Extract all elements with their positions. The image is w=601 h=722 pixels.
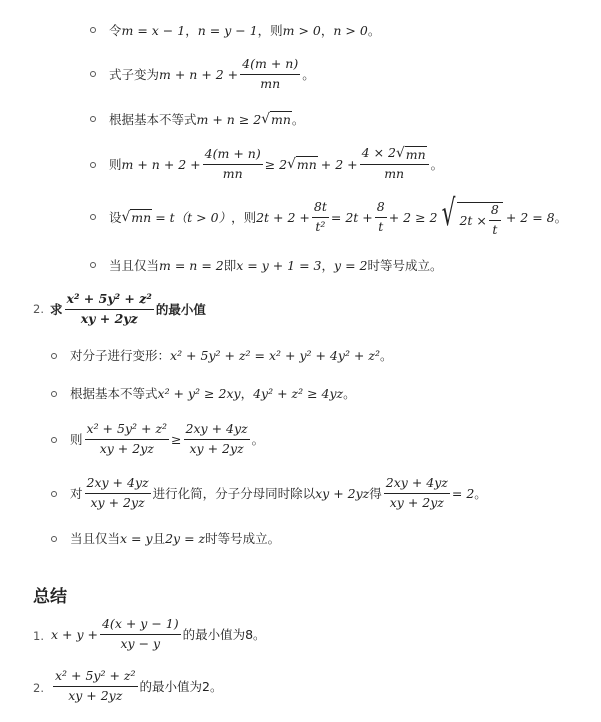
- fraction: [184, 422, 250, 456]
- sqrt: [122, 209, 153, 225]
- list-item: [109, 257, 442, 273]
- math: m + n ≥ 2: [196, 111, 262, 127]
- text-sep: ，: [320, 23, 334, 38]
- text-prefix: 当且仅当: [70, 531, 121, 546]
- denominator: xy + 2yz: [68, 687, 123, 703]
- radicand: mn: [296, 157, 317, 172]
- denominator: mn: [222, 165, 243, 181]
- sqrt-sign-icon: √: [261, 111, 270, 127]
- numerator: [360, 146, 429, 165]
- sqrt-sign-icon: √: [121, 209, 131, 225]
- math: + 2 +: [320, 156, 358, 172]
- fraction: [360, 146, 429, 181]
- denominator: xy + 2yz: [389, 494, 444, 510]
- denominator: t: [492, 221, 498, 237]
- sqrt-sign-icon: √: [287, 156, 296, 172]
- list-item: [51, 614, 266, 654]
- bullet-circle: [90, 116, 96, 122]
- math: x = y: [120, 530, 153, 546]
- text-prefix: 令: [109, 23, 122, 38]
- list-item: [109, 22, 380, 38]
- math-condition: （t > 0）: [174, 210, 232, 225]
- math: x² + 5y² + z² = x² + y² + 4y² + z²: [170, 347, 380, 363]
- text-prefix: 则: [109, 157, 122, 172]
- big-sqrt: [437, 193, 502, 237]
- fraction: [85, 422, 170, 456]
- denominator: mn: [384, 166, 405, 182]
- numerator: 8: [375, 200, 387, 217]
- list-item: [70, 347, 393, 363]
- math: ≥ 2: [264, 156, 288, 172]
- math: + 2 = 8: [505, 209, 555, 225]
- text-end: 时等号成立。: [367, 258, 443, 273]
- title-prefix: 求: [50, 302, 63, 317]
- math: 2y = z: [165, 530, 206, 546]
- denominator: t²: [315, 218, 326, 234]
- sqrt: [261, 111, 292, 127]
- numerator: 2xy + 4yz: [85, 476, 151, 493]
- text-prefix: 设: [109, 210, 122, 225]
- numerator-pre: 4 × 2: [361, 145, 396, 161]
- radicand: mn: [270, 112, 291, 127]
- math: = 2t +: [330, 209, 373, 225]
- fraction: [65, 292, 154, 326]
- bullet-circle: [51, 437, 57, 443]
- fraction: [203, 147, 263, 181]
- numerator: 4(x + y − 1): [100, 617, 181, 634]
- text-end: 。: [554, 210, 568, 225]
- text-suffix: 的最小值为8。: [182, 627, 266, 642]
- text-end: 。: [302, 67, 315, 82]
- bullet-circle: [90, 214, 96, 220]
- bullet-circle: [90, 71, 96, 77]
- list-item: [70, 420, 264, 458]
- denominator: xy + 2yz: [80, 310, 138, 326]
- math: = t: [155, 209, 175, 225]
- fraction: [375, 200, 387, 234]
- sqrt: [396, 146, 427, 162]
- bullet-circle: [51, 391, 57, 397]
- list-item: [109, 56, 315, 92]
- numerator: 2xy + 4yz: [184, 422, 250, 439]
- list-item: [109, 110, 304, 128]
- text-sep: ，则: [257, 23, 283, 38]
- text-prefix: 根据基本不等式: [70, 386, 158, 401]
- math: n > 0: [333, 22, 368, 38]
- list-item: [51, 666, 223, 706]
- numerator: x² + 5y² + z²: [85, 422, 170, 439]
- numerator: 8t: [312, 200, 329, 217]
- denominator: t: [378, 218, 384, 234]
- text-prefix: 对分子进行变形：: [70, 348, 171, 363]
- text-suffix: 的最小值为2。: [139, 679, 223, 694]
- numerator: 4(m + n): [203, 147, 263, 164]
- text-end: 。: [343, 386, 356, 401]
- math: m + n + 2 +: [159, 66, 239, 82]
- radicand: mn: [131, 210, 152, 225]
- math: x² + y² ≥ 2xy: [157, 385, 241, 401]
- text-sep: ，: [240, 386, 254, 401]
- denominator: xy + 2yz: [90, 494, 145, 510]
- section-title: [50, 289, 206, 329]
- radicand: mn: [405, 147, 426, 163]
- fraction: [312, 200, 329, 234]
- math: x = y + 1 = 3: [236, 257, 322, 273]
- numerator: 2xy + 4yz: [384, 476, 450, 493]
- list-number: 2.: [33, 302, 44, 316]
- math: y = 2: [334, 257, 368, 273]
- text-sep: ，: [321, 258, 335, 273]
- summary-heading: 总结: [33, 587, 67, 607]
- fraction: [100, 617, 181, 651]
- text-end: 。: [474, 486, 487, 501]
- math: xy + 2yz: [315, 485, 370, 501]
- fraction: [53, 669, 138, 703]
- math: + 2 ≥ 2: [388, 209, 438, 225]
- denominator: mn: [260, 75, 281, 91]
- text-sep: 即: [223, 258, 237, 273]
- math: m = x − 1: [121, 22, 186, 38]
- bullet-circle: [90, 27, 96, 33]
- denominator: xy − y: [120, 635, 161, 651]
- text-middle: 进行化简，分子分母同时除以: [152, 486, 316, 501]
- bullet-circle: [90, 162, 96, 168]
- text-end: 。: [379, 348, 393, 363]
- text-prefix: 对: [70, 486, 83, 501]
- numerator: 4(m + n): [240, 57, 300, 74]
- title-suffix: 的最小值: [155, 302, 206, 317]
- bullet-circle: [90, 262, 96, 268]
- bullet-circle: [51, 491, 57, 497]
- fraction: [489, 203, 501, 237]
- numerator: x² + 5y² + z²: [65, 292, 154, 309]
- radicand-pre: 2t ×: [459, 212, 487, 228]
- list-item: [109, 145, 443, 183]
- denominator: xy + 2yz: [99, 440, 154, 456]
- math: m = n = 2: [159, 257, 224, 273]
- text-prefix: 当且仅当: [109, 258, 160, 273]
- text-end: 。: [291, 112, 305, 127]
- list-item: [70, 530, 280, 546]
- list-item: [70, 474, 487, 512]
- list-number: 1.: [33, 629, 44, 643]
- radicand: [457, 202, 502, 237]
- fraction: [384, 476, 450, 510]
- bullet-circle: [51, 536, 57, 542]
- text-prefix: 式子变为: [109, 67, 160, 82]
- numerator: 8: [489, 203, 501, 220]
- text-prefix: 根据基本不等式: [109, 112, 197, 127]
- math: m + n + 2 +: [121, 156, 201, 172]
- text-end: 。: [367, 23, 381, 38]
- text-sep: 且: [152, 531, 166, 546]
- text-end: 时等号成立。: [205, 531, 281, 546]
- math: ≥: [171, 431, 182, 447]
- denominator: xy + 2yz: [189, 440, 244, 456]
- numerator: x² + 5y² + z²: [53, 669, 138, 686]
- text-sep: ，: [185, 23, 198, 38]
- text-end: 。: [251, 432, 265, 447]
- sqrt: [287, 156, 318, 172]
- math: = 2: [451, 485, 475, 501]
- text-prefix: 则: [70, 432, 83, 447]
- text-sep: ，则: [231, 210, 257, 225]
- fraction: [85, 476, 151, 510]
- list-item: [70, 385, 356, 401]
- sqrt-sign-icon: √: [442, 193, 456, 235]
- math: 2t + 2 +: [256, 209, 310, 225]
- math: m > 0: [282, 22, 321, 38]
- math: 4y² + z² ≥ 4yz: [253, 385, 344, 401]
- math: x + y +: [51, 626, 98, 642]
- math: n = y − 1: [197, 22, 258, 38]
- text-middle: 得: [369, 486, 382, 501]
- sqrt-sign-icon: √: [395, 145, 405, 162]
- bullet-circle: [51, 353, 57, 359]
- fraction: [240, 57, 300, 91]
- list-item: [109, 193, 568, 238]
- text-end: 。: [430, 157, 444, 172]
- list-number: 2.: [33, 681, 44, 695]
